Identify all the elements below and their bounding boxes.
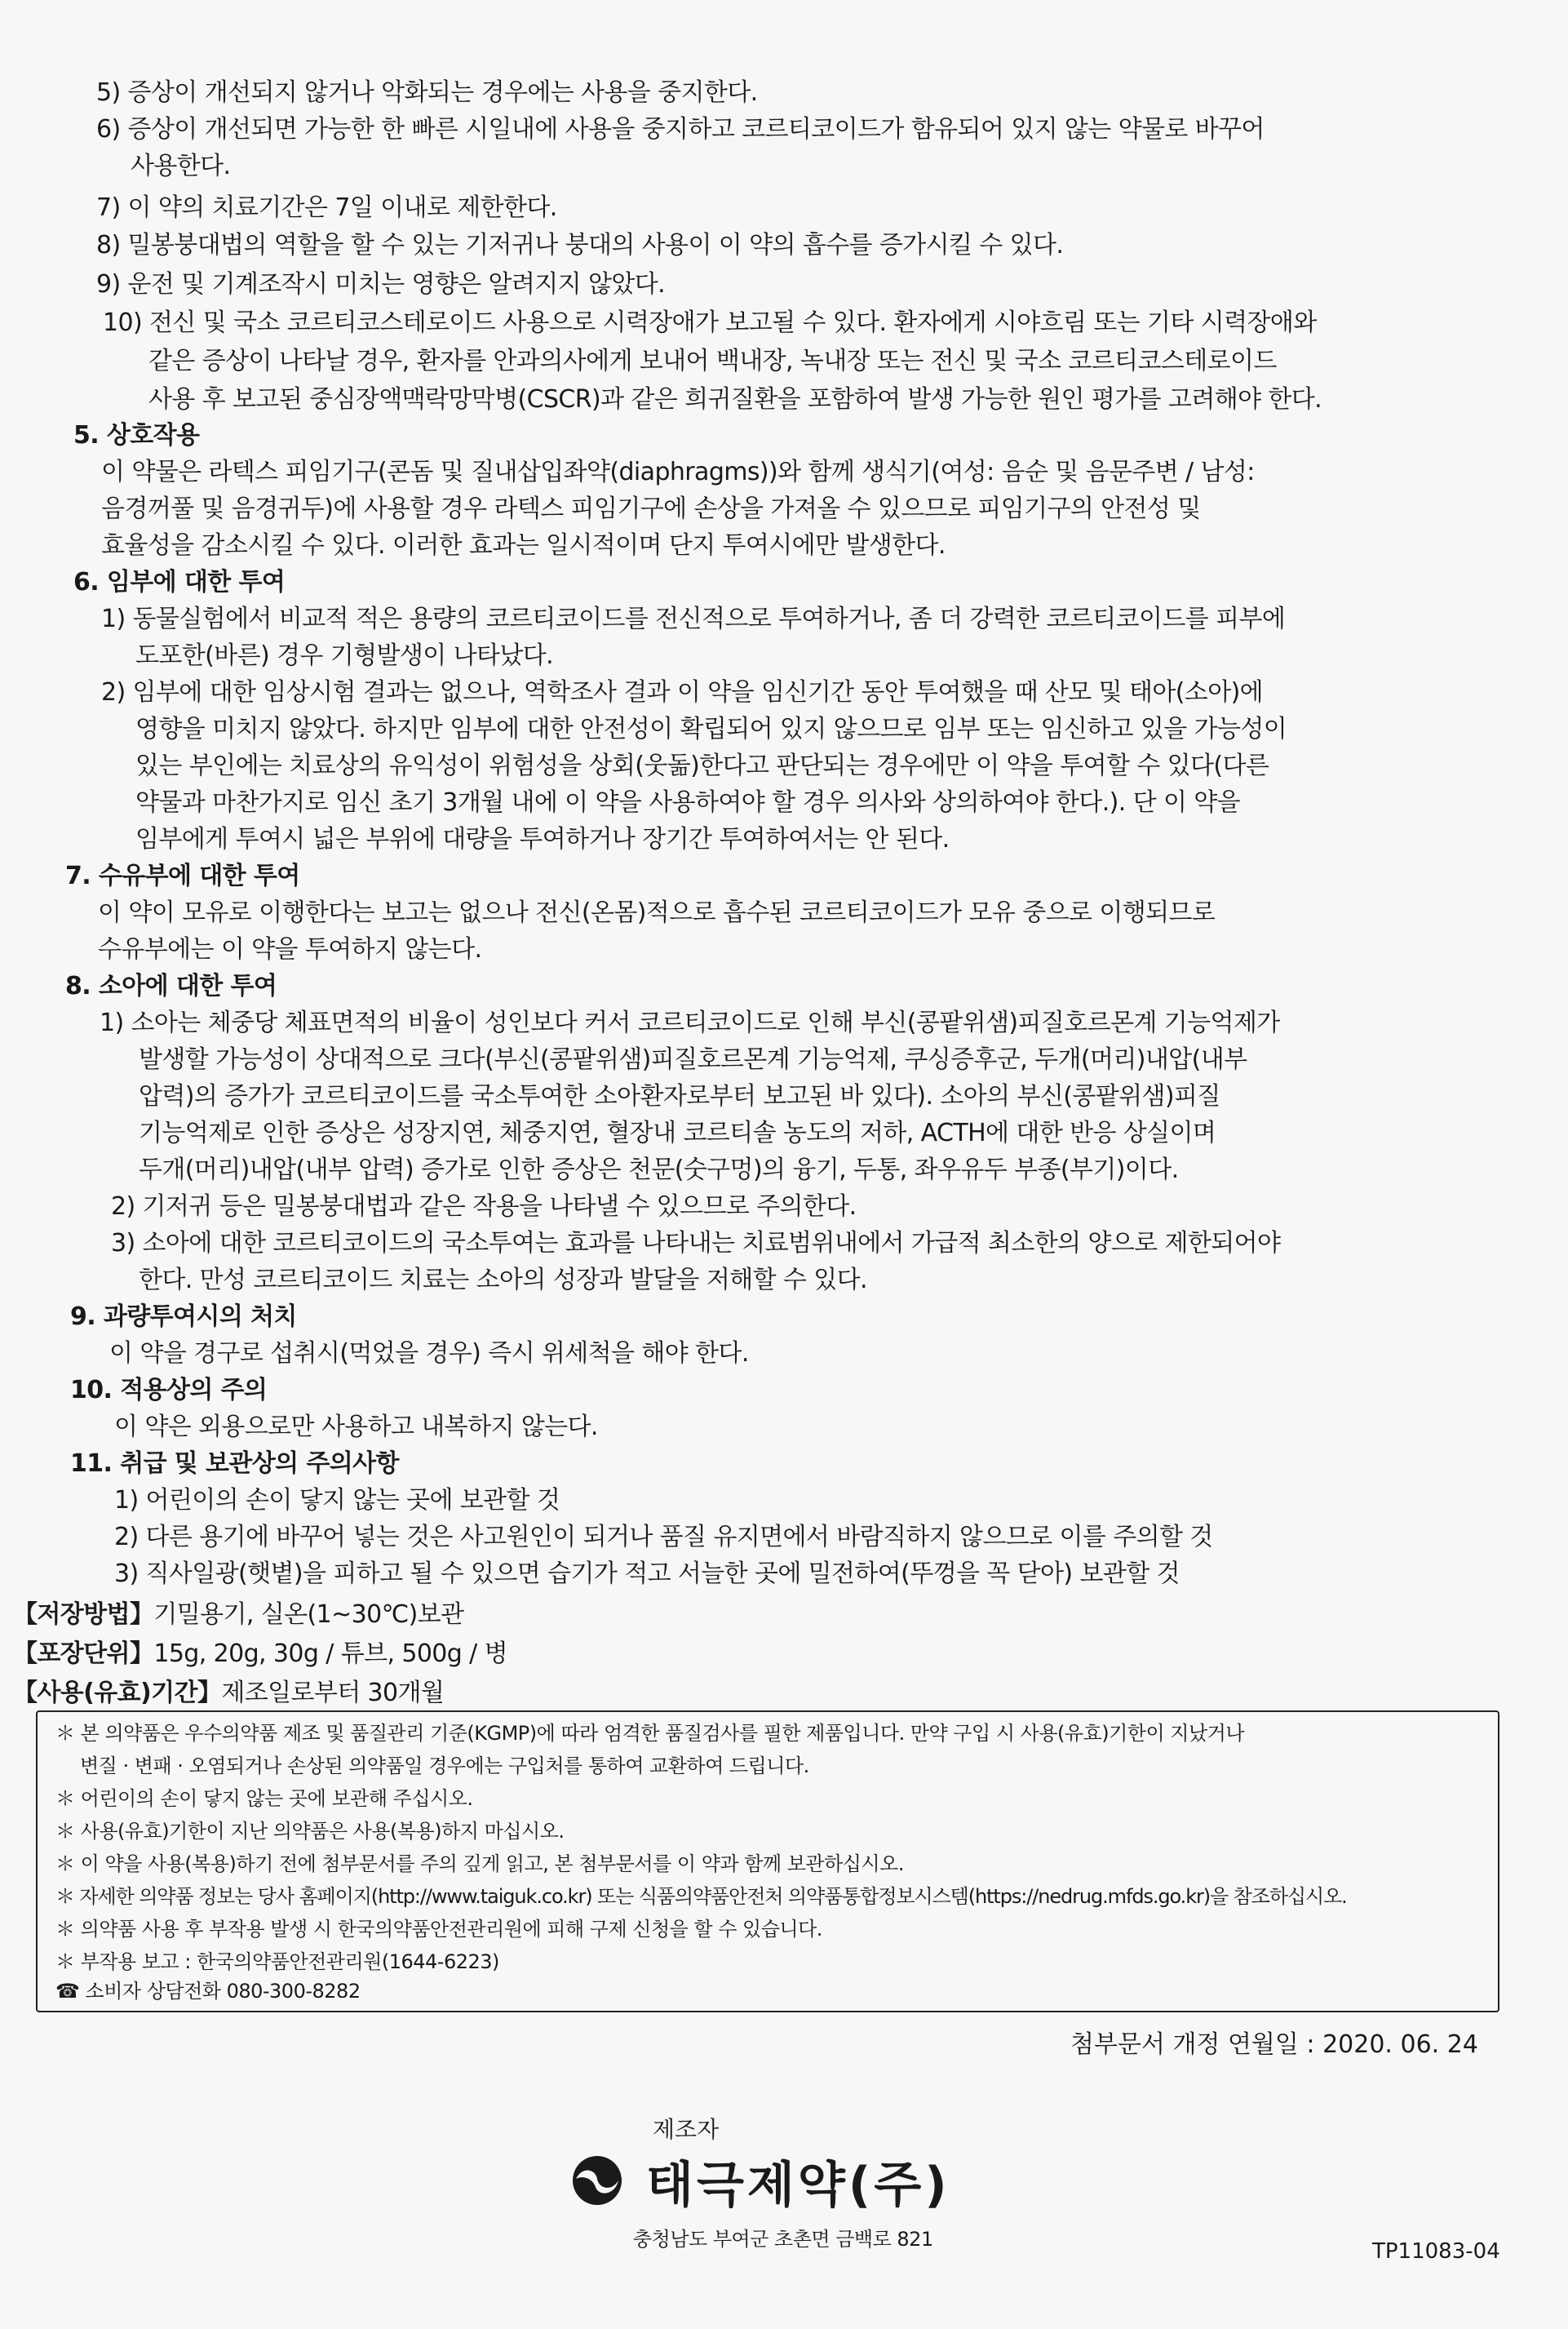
text-line: 1) 어린이의 손이 닿지 않는 곳에 보관할 것 — [114, 1486, 560, 1515]
company-name: 태극제약(주) — [646, 2157, 950, 2214]
text-line: 이 약물은 라텍스 피임기구(콘돔 및 질내삽입좌약(diaphragms))와 함께 생식기(여성: 음순 및 음문주변 / 남성: — [101, 458, 1255, 486]
storage-value: 기밀용기, 실온(1~30℃)보관 — [153, 1600, 464, 1629]
text-line: 8) 밀봉붕대법의 역할을 할 수 있는 기저귀나 붕대의 사용이 이 약의 흡수를 증가시킬 수 있다. — [96, 231, 1064, 260]
notice-line: ☎ 소비자 상담전화 080-300-8282 — [55, 1980, 361, 2003]
text-line: 3) 소아에 대한 코르티코이드의 국소투여는 효과를 나타내는 치료범위내에서 가급적 최소한의 양으로 제한되어야 — [111, 1229, 1281, 1258]
storage-label: 【저장방법】 — [13, 1600, 154, 1629]
packaging-row — [13, 1639, 507, 1670]
text-line: 도포한(바른) 경우 기형발생이 나타났다. — [135, 641, 554, 670]
notice-line: ＊ 이 약을 사용(복용)하기 전에 첨부문서를 주의 깊게 읽고, 본 첨부문서를 이 약과 함께 보관하십시오. — [55, 1852, 904, 1875]
text-line: 2) 다른 용기에 바꾸어 넣는 것은 사고원인이 되거나 품질 유지면에서 바람직하지 않으므로 이를 주의할 것 — [114, 1523, 1213, 1551]
text-line: 한다. 만성 코르티코이드 치료는 소아의 성장과 발달을 저해할 수 있다. — [139, 1266, 867, 1294]
expiry-label: 【사용(유효)기간】 — [13, 1679, 222, 1707]
text-line: 9) 운전 및 기계조작시 미치는 영향은 알려지지 않았다. — [96, 270, 666, 299]
text-line: 1) 동물실험에서 비교적 적은 용량의 코르티코이드를 전신적으로 투여하거나, 좀 더 강력한 코르티코이드를 피부에 — [101, 605, 1286, 633]
notice-line: ＊ 사용(유효)기한이 지난 의약품은 사용(복용)하지 마십시오. — [55, 1820, 565, 1843]
text-line: 이 약을 경구로 섭취시(먹었을 경우) 즉시 위세척을 해야 한다. — [109, 1339, 749, 1368]
expiry-row — [13, 1678, 444, 1709]
section-heading: 6. 임부에 대한 투여 — [73, 568, 286, 597]
storage-row — [13, 1599, 464, 1630]
expiry-value: 제조일로부터 30개월 — [221, 1679, 445, 1707]
text-line: 기능억제로 인한 증상은 성장지연, 체중지연, 혈장내 코르티솔 농도의 저하, ACTH에 대한 반응 상실이며 — [139, 1119, 1216, 1147]
text-line: 두개(머리)내압(내부 압력) 증가로 인한 증상은 천문(숫구멍)의 융기, 두통, 좌우유두 부종(부기)이다. — [139, 1156, 1179, 1184]
notice-box — [36, 1710, 1499, 2012]
text-line: 있는 부인에는 치료상의 유익성이 위험성을 상회(웃돎)한다고 판단되는 경우에만 이 약을 투여할 수 있다(다른 — [135, 752, 1269, 780]
section-heading: 10. 적용상의 주의 — [70, 1376, 268, 1404]
section-heading: 9. 과량투여시의 처치 — [70, 1302, 297, 1331]
company-address: 충청남도 부여군 초촌면 금백로 821 — [633, 2228, 933, 2251]
notice-line: ＊ 부작용 보고 : 한국의약품안전관리원(1644-6223) — [55, 1950, 499, 1973]
notice-line: ＊ 의약품 사용 후 부작용 발생 시 한국의약품안전관리원에 피해 구제 신청을 할 수 있습니다. — [55, 1918, 822, 1941]
text-line: 2) 기저귀 등은 밀봉붕대법과 같은 작용을 나타낼 수 있으므로 주의한다. — [111, 1192, 857, 1221]
text-line: 이 약은 외용으로만 사용하고 내복하지 않는다. — [114, 1413, 598, 1441]
text-line: 이 약이 모유로 이행한다는 보고는 없으나 전신(온몸)적으로 흡수된 코르티코이드가 모유 중으로 이행되므로 — [98, 898, 1216, 927]
text-line: 7) 이 약의 치료기간은 7일 이내로 제한한다. — [96, 193, 557, 222]
text-line: 10) 전신 및 국소 코르티코스테로이드 사용으로 시력장애가 보고될 수 있다. 환자에게 시야흐림 또는 기타 시력장애와 — [103, 308, 1317, 337]
manufacturer-label: 제조자 — [653, 2116, 720, 2143]
text-line: 압력)의 증가가 코르티코이드를 국소투여한 소아환자로부터 보고된 바 있다). 소아의 부신(콩팥위샘)피질 — [139, 1082, 1220, 1111]
text-line: 6) 증상이 개선되면 가능한 한 빠른 시일내에 사용을 중지하고 코르티코이드가 함유되어 있지 않는 약물로 바꾸어 — [96, 115, 1265, 144]
text-line: 음경꺼풀 및 음경귀두)에 사용할 경우 라텍스 피임기구에 손상을 가져올 수 있으므로 피임기구의 안전성 및 — [101, 495, 1201, 523]
text-line: 2) 임부에 대한 임상시험 결과는 없으나, 역학조사 결과 이 약을 임신기간 동안 투여했을 때 산모 및 태아(소아)에 — [101, 678, 1264, 707]
packaging-value: 15g, 20g, 30g / 튜브, 500g / 병 — [153, 1639, 507, 1668]
text-line: 수유부에는 이 약을 투여하지 않는다. — [98, 935, 482, 964]
section-heading: 11. 취급 및 보관상의 주의사항 — [70, 1449, 399, 1478]
text-line: 3) 직사일광(햇볕)을 피하고 될 수 있으면 습기가 적고 서늘한 곳에 밀전하여(뚜껑을 꼭 닫아) 보관할 것 — [114, 1559, 1180, 1588]
section-heading: 8. 소아에 대한 투여 — [65, 972, 277, 1000]
document-code: TP11083-04 — [1372, 2239, 1500, 2264]
notice-line: 변질 · 변패 · 오염되거나 손상된 의약품일 경우에는 구입처를 통하여 교환하여 드립니다. — [80, 1755, 809, 1777]
text-line: 임부에게 투여시 넓은 부위에 대량을 투여하거나 장기간 투여하여서는 안 된다. — [135, 825, 950, 854]
notice-line: ＊ 본 의약품은 우수의약품 제조 및 품질관리 기준(KGMP)에 따라 엄격한 품질검사를 필한 제품입니다. 만약 구입 시 사용(유효)기한이 지났거나 — [55, 1722, 1245, 1745]
section-heading: 7. 수유부에 대한 투여 — [65, 862, 300, 890]
company-logo-icon — [571, 2154, 623, 2207]
notice-line: ＊ 어린이의 손이 닿지 않는 곳에 보관해 주십시오. — [55, 1787, 473, 1810]
text-line: 같은 증상이 나타날 경우, 환자를 안과의사에게 보내어 백내장, 녹내장 또는 전신 및 국소 코르티코스테로이드 — [148, 347, 1277, 375]
text-line: 사용 후 보고된 중심장액맥락망막병(CSCR)과 같은 희귀질환을 포함하여 발생 가능한 원인 평가를 고려해야 한다. — [148, 385, 1322, 414]
text-line: 5) 증상이 개선되지 않거나 악화되는 경우에는 사용을 중지한다. — [96, 78, 758, 107]
text-line: 사용한다. — [131, 152, 231, 180]
notice-line: ＊ 자세한 의약품 정보는 당사 홈페이지(http://www.taiguk.co.kr) 또는 식품의약품안전처 의약품통합정보시스템(https://nedrug.mfds.go.kr)을 참조하십시오. — [55, 1885, 1347, 1908]
revision-date: 첨부문서 개정 연월일 : 2020. 06. 24 — [1070, 2030, 1478, 2059]
text-line: 영향을 미치지 않았다. 하지만 임부에 대한 안전성이 확립되어 있지 않으므로 임부 또는 임신하고 있을 가능성이 — [135, 715, 1287, 743]
section-heading: 5. 상호작용 — [73, 421, 200, 450]
packaging-label: 【포장단위】 — [13, 1639, 154, 1668]
text-line: 발생할 가능성이 상대적으로 크다(부신(콩팥위샘)피질호르몬계 기능억제, 쿠싱증후군, 두개(머리)내압(내부 — [139, 1045, 1247, 1074]
text-line: 1) 소아는 체중당 체표면적의 비율이 성인보다 커서 코르티코이드로 인해 부신(콩팥위샘)피질호르몬계 기능억제가 — [100, 1009, 1280, 1037]
text-line: 효율성을 감소시킬 수 있다. 이러한 효과는 일시적이며 단지 투여시에만 발생한다. — [101, 531, 946, 560]
text-line: 약물과 마찬가지로 임신 초기 3개월 내에 이 약을 사용하여야 할 경우 의사와 상의하여야 한다.). 단 이 약을 — [135, 788, 1241, 817]
